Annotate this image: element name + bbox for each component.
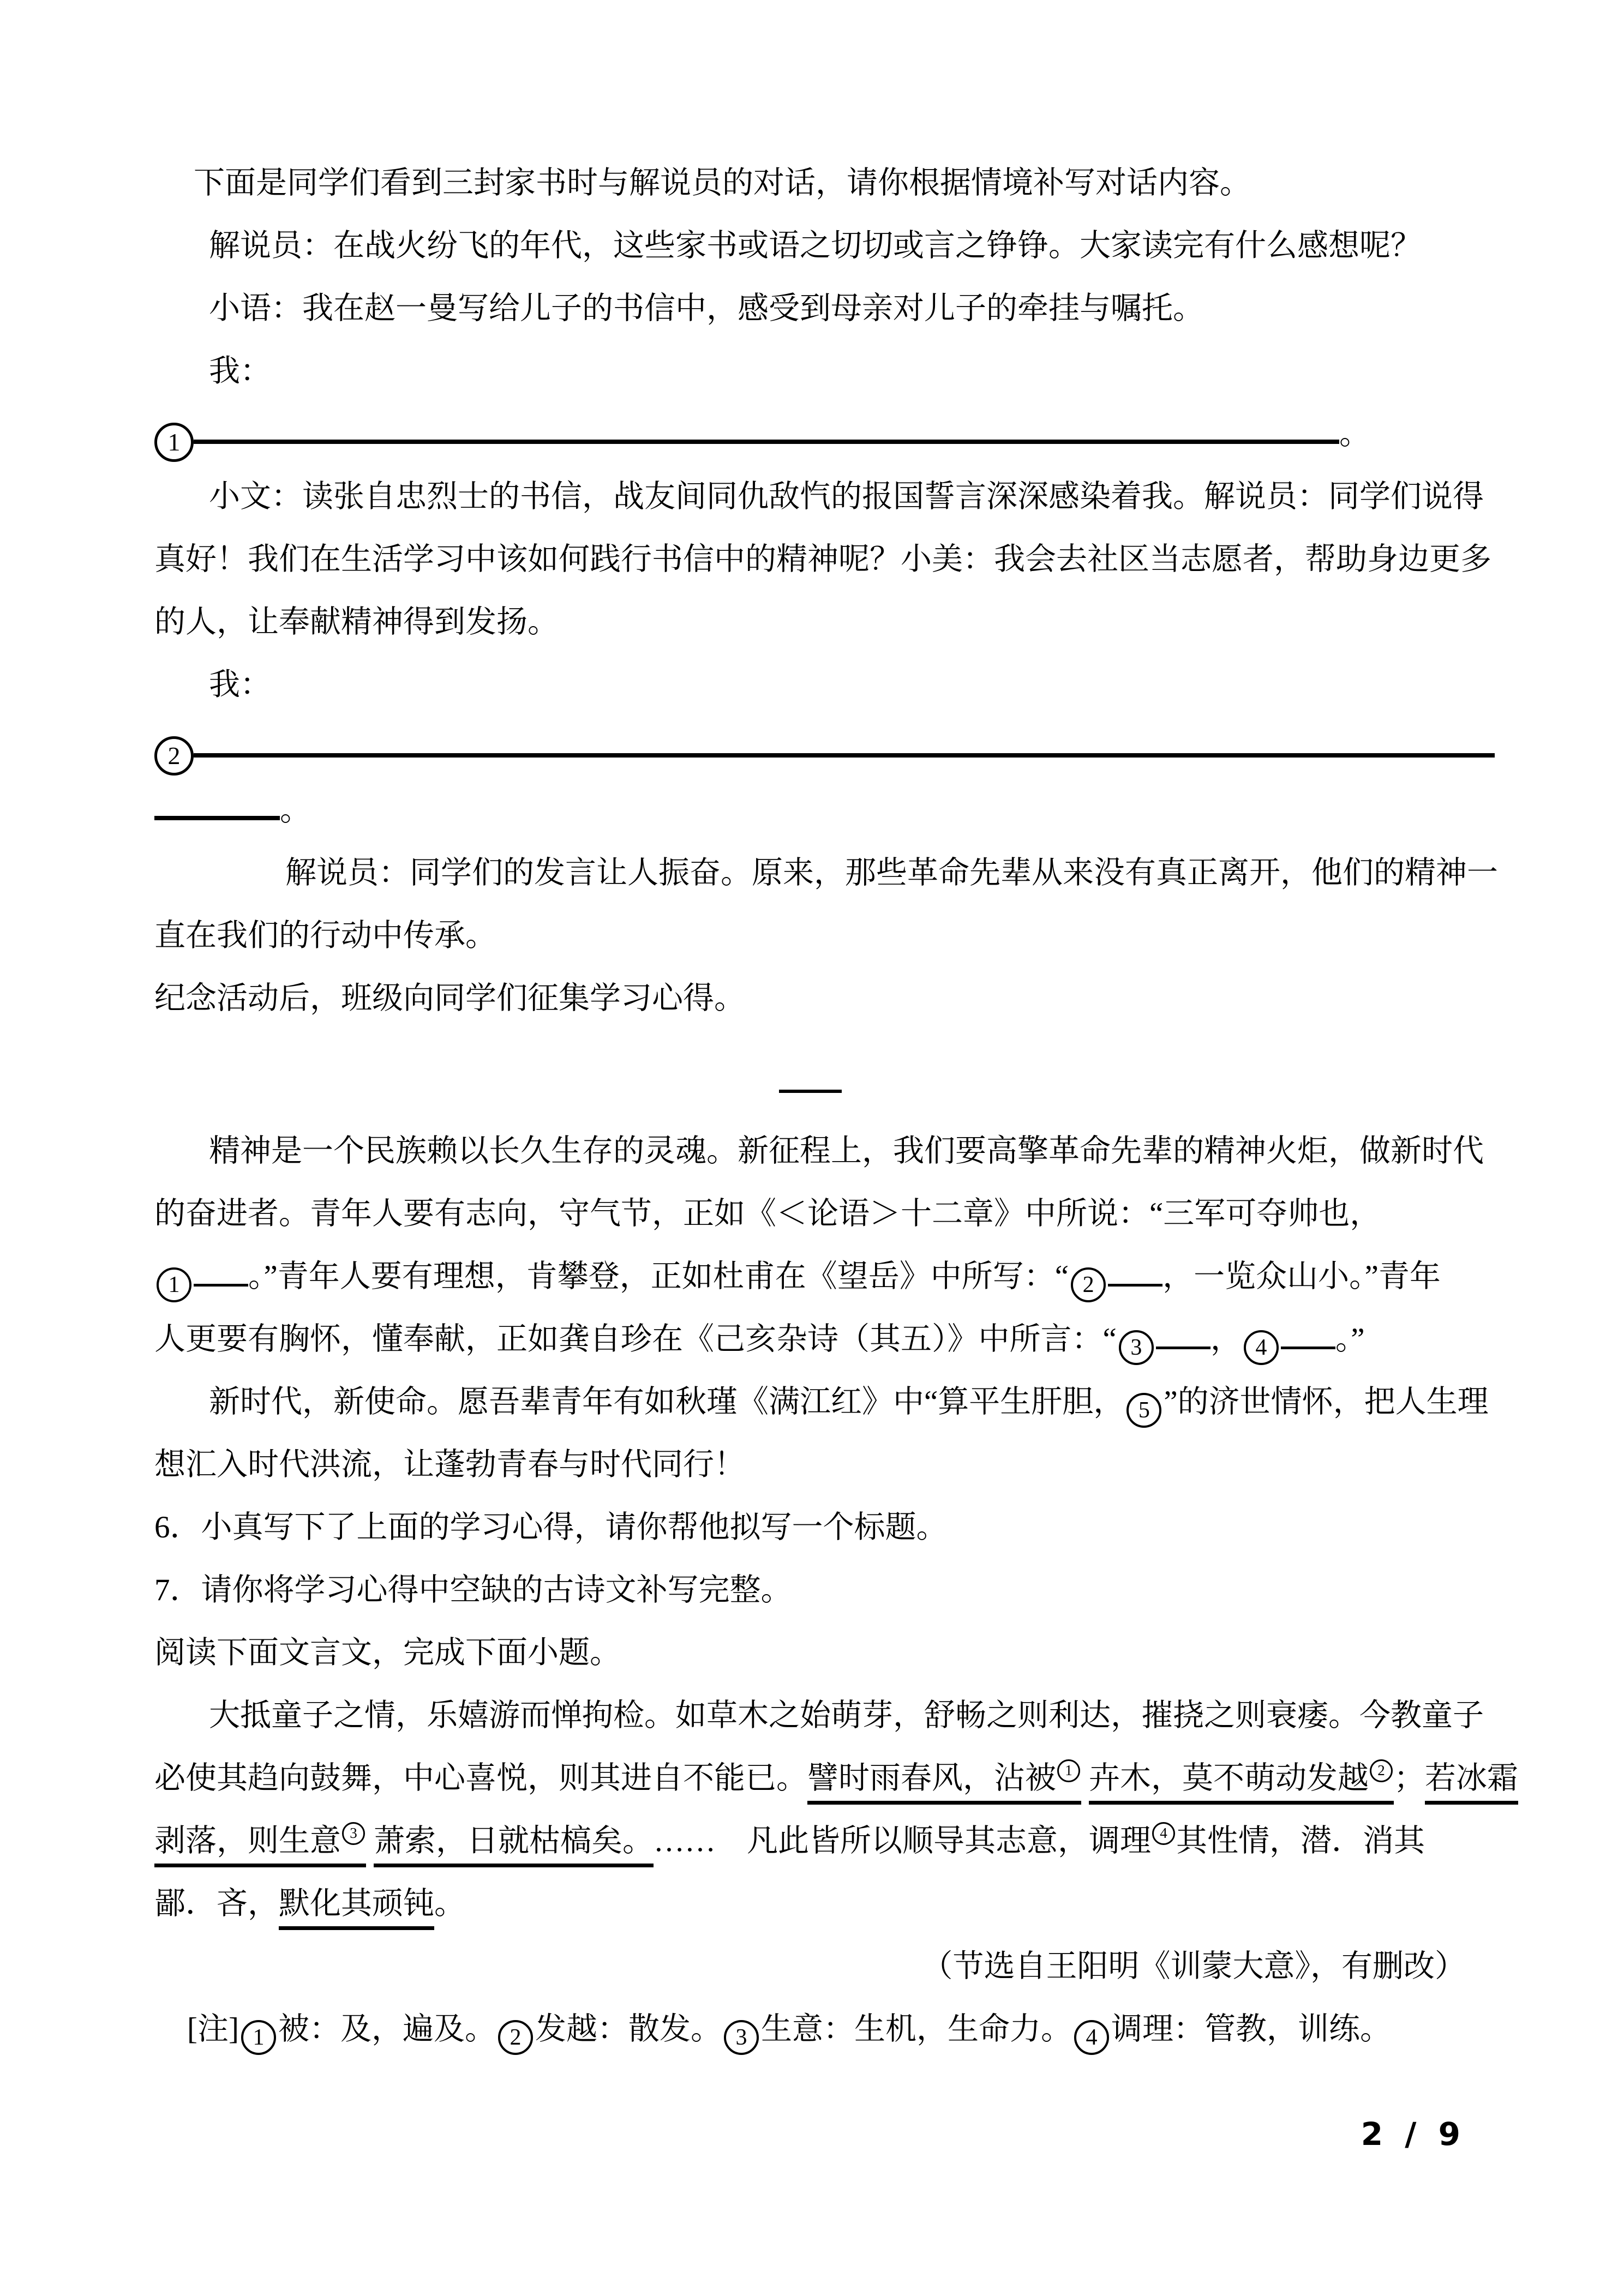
poem-blank-1	[194, 1284, 248, 1287]
answer-blank-1-period: 。	[1339, 417, 1370, 451]
passage-underline-5	[374, 1824, 654, 1867]
essay-title-blank-line	[154, 1057, 1466, 1120]
passage-text-1: 大抵童子之情，乐嬉游而惮拘检。如草木之始萌芽，舒畅之则利达，摧挠之则衰痿。今教童子	[209, 1698, 1484, 1733]
essay-p1-line-2	[154, 1182, 1466, 1245]
note-circled-number-2: 2	[498, 2020, 533, 2055]
passage-underline-6	[279, 1886, 434, 1930]
note-text-3: 生意：生机，生命力。	[760, 2012, 1072, 2046]
poem-blank-circled-number-3: 3	[1119, 1330, 1154, 1365]
question-7-text: 7．请你将学习心得中空缺的古诗文补写完整。	[154, 1573, 792, 1607]
passage-line-3	[154, 1810, 1466, 1872]
note-circled-number-3: 3	[724, 2020, 759, 2055]
passage-line4-text-1: 。	[434, 1886, 465, 1921]
essay-p2-line-1	[154, 1371, 1489, 1433]
answer-blank-1	[194, 440, 1339, 444]
note-circled-number-4: 4	[1074, 2020, 1109, 2055]
passage-underline-4	[154, 1824, 366, 1867]
passage-underline-5-text: 萧索，日就枯槁矣。	[374, 1824, 654, 1858]
essay-p1-line3-text-2: ，一览众山小。”青年	[1162, 1259, 1441, 1294]
poem-blank-circled-number-4: 4	[1244, 1330, 1279, 1365]
poem-blank-4	[1281, 1347, 1335, 1349]
xiaowen-line-3	[154, 591, 1466, 653]
passage-underline-6-text: 默化其顽钝	[279, 1886, 434, 1921]
passage-underline-4-text: 剥落，则生意	[154, 1824, 341, 1858]
page-content	[154, 152, 1518, 2060]
me-label-1	[154, 340, 1466, 402]
collect-note-text: 纪念活动后，班级向同学们征集学习心得。	[154, 981, 745, 1015]
xiaoyu-text: 小语：我在赵一曼写给儿子的书信中，感受到母亲对儿子的牵挂与嘱托。	[209, 291, 1204, 326]
xiaoyu-line	[154, 277, 1466, 340]
passage-underline-1-text: 譬时雨春风，沾被	[807, 1761, 1056, 1795]
poem-blank-2	[1108, 1284, 1162, 1287]
passage-line-4	[154, 1872, 1466, 1935]
essay-p1-text-1: 精神是一个民族赖以长久生存的灵魂。新征程上，我们要高擎革命先辈的精神火炬，做新时代	[209, 1134, 1484, 1168]
xiaowen-line-2	[154, 528, 1491, 591]
essay-p2-line-2	[154, 1433, 1466, 1496]
passage-notes-line	[154, 1998, 1466, 2060]
answer-blank-2-continuation	[154, 779, 1466, 842]
note-ref-circled-number-1: 1	[1057, 1759, 1080, 1782]
essay-p1-line4-text-2: 。”	[1335, 1322, 1365, 1356]
answer-blank-2-period: 。	[280, 793, 311, 827]
passage-underline-1	[807, 1761, 1081, 1805]
essay-p2-line1-text-0: 新时代，新使命。愿吾辈青年有如秋瑾《满江红》中“算平生肝胆，	[209, 1385, 1125, 1419]
poem-blank-3	[1156, 1347, 1210, 1349]
note-text-1: 被：及，遍及。	[278, 2012, 496, 2046]
narrator-question-line	[154, 214, 1466, 277]
xiaowen-text-2: 真好！我们在生活学习中该如何践行书信中的精神呢？小美：我会去社区当志愿者，帮助身边更多	[154, 542, 1491, 576]
passage-underline-3-text: 若冰霜	[1425, 1761, 1518, 1795]
note-text-4: 调理：管教，训练。	[1111, 2012, 1391, 2046]
question-7	[154, 1559, 1466, 1621]
circled-number-1: 1	[154, 423, 194, 462]
page-number: 2 / 9	[1361, 2115, 1466, 2153]
passage-source-text: （节选自王阳明《训蒙大意》，有删改）	[921, 1949, 1466, 1984]
note-ref-circled-number-2: 2	[1370, 1759, 1393, 1782]
passage-line-1	[154, 1684, 1484, 1747]
essay-p2-text-2: 想汇入时代洪流，让蓬勃青春与时代同行！	[154, 1447, 745, 1482]
xiaowen-text-3: 的人，让奉献精神得到发扬。	[154, 605, 559, 639]
answer-blank-2-tail	[154, 816, 280, 820]
passage-instruction-text: 阅读下面文言文，完成下面小题。	[154, 1636, 621, 1670]
note-text-2: 发越：散发。	[535, 2012, 722, 2046]
narrator-close-text-1: 解说员：同学们的发言让人振奋。原来，那些革命先辈从来没有真正离开，他们的精神一	[285, 856, 1498, 890]
essay-p1-line-1	[154, 1120, 1484, 1182]
me-label-2-text: 我：	[209, 668, 271, 702]
poem-blank-circled-number-2: 2	[1071, 1267, 1106, 1302]
passage-line4-text-0: 鄙．吝，	[154, 1886, 279, 1921]
passage-line3-text-2: 其性情，潜．消其	[1176, 1824, 1425, 1858]
passage-line2-text-0: 必使其趋向鼓舞，中心喜悦，则其进自不能已。	[154, 1761, 807, 1795]
dialogue-intro-text: 下面是同学们看到三封家书时与解说员的对话，请你根据情境补写对话内容。	[194, 166, 1251, 200]
answer-blank-2-line	[154, 716, 1466, 779]
answer-blank-1-line	[154, 402, 1466, 465]
me-label-1-text: 我：	[209, 354, 271, 388]
passage-line3-text-1: …… 凡此皆所以顺导其志意，调理	[654, 1824, 1151, 1858]
passage-instruction	[154, 1621, 1466, 1684]
poem-blank-circled-number-5: 5	[1126, 1393, 1161, 1428]
essay-p1-line-4	[154, 1308, 1466, 1371]
note-ref-circled-number-3: 3	[342, 1822, 365, 1845]
passage-source-line	[154, 1935, 1466, 1998]
answer-blank-2	[194, 753, 1495, 758]
passage-underline-3	[1425, 1761, 1518, 1805]
essay-p1-line-3	[154, 1245, 1466, 1308]
passage-line2-text-1: ；	[1394, 1761, 1425, 1795]
narrator-close-text-2: 直在我们的行动中传承。	[154, 918, 496, 953]
poem-blank-circled-number-1: 1	[157, 1267, 191, 1302]
notes-prefix: [注]	[187, 2012, 239, 2046]
essay-p1-line4-text-0: 人更要有胸怀，懂奉献，正如龚自珍在《己亥杂诗（其五）》中所言：“	[154, 1322, 1117, 1356]
essay-p1-line4-text-1: ，	[1210, 1322, 1242, 1356]
collect-note-line	[154, 967, 1466, 1030]
passage-line-2	[154, 1747, 1518, 1810]
question-6-text: 6．小真写下了上面的学习心得，请你帮他拟写一个标题。	[154, 1510, 948, 1544]
note-ref-circled-number-4: 4	[1152, 1822, 1175, 1845]
question-6	[154, 1496, 1466, 1559]
essay-p1-line3-text-1: 。”青年人要有理想，肯攀登，正如杜甫在《望岳》中所写：“	[248, 1259, 1069, 1294]
passage-underline-2	[1089, 1761, 1394, 1805]
narrator-close-line-2	[154, 904, 1466, 967]
me-label-2	[154, 653, 1466, 716]
essay-p2-line1-text-1: ”的济世情怀，把人生理	[1164, 1385, 1489, 1419]
essay-title-blank	[779, 1090, 842, 1093]
xiaowen-text-1: 小文：读张自忠烈士的书信，战友间同仇敌忾的报国誓言深深感染着我。解说员：同学们说得	[209, 479, 1484, 514]
passage-underline-2-text: 卉木，莫不萌动发越	[1089, 1761, 1369, 1795]
xiaowen-line-1	[154, 465, 1484, 528]
narrator-close-line-1	[154, 842, 1498, 904]
dialogue-intro	[154, 152, 1466, 214]
narrator-question-text: 解说员：在战火纷飞的年代，这些家书或语之切切或言之铮铮。大家读完有什么感想呢？	[209, 229, 1422, 263]
note-circled-number-1: 1	[241, 2020, 276, 2055]
essay-p1-text-2: 的奋进者。青年人要有志向，守气节，正如《＜论语＞十二章》中所说：“三军可夺帅也，	[154, 1197, 1381, 1231]
circled-number-2: 2	[154, 736, 194, 776]
